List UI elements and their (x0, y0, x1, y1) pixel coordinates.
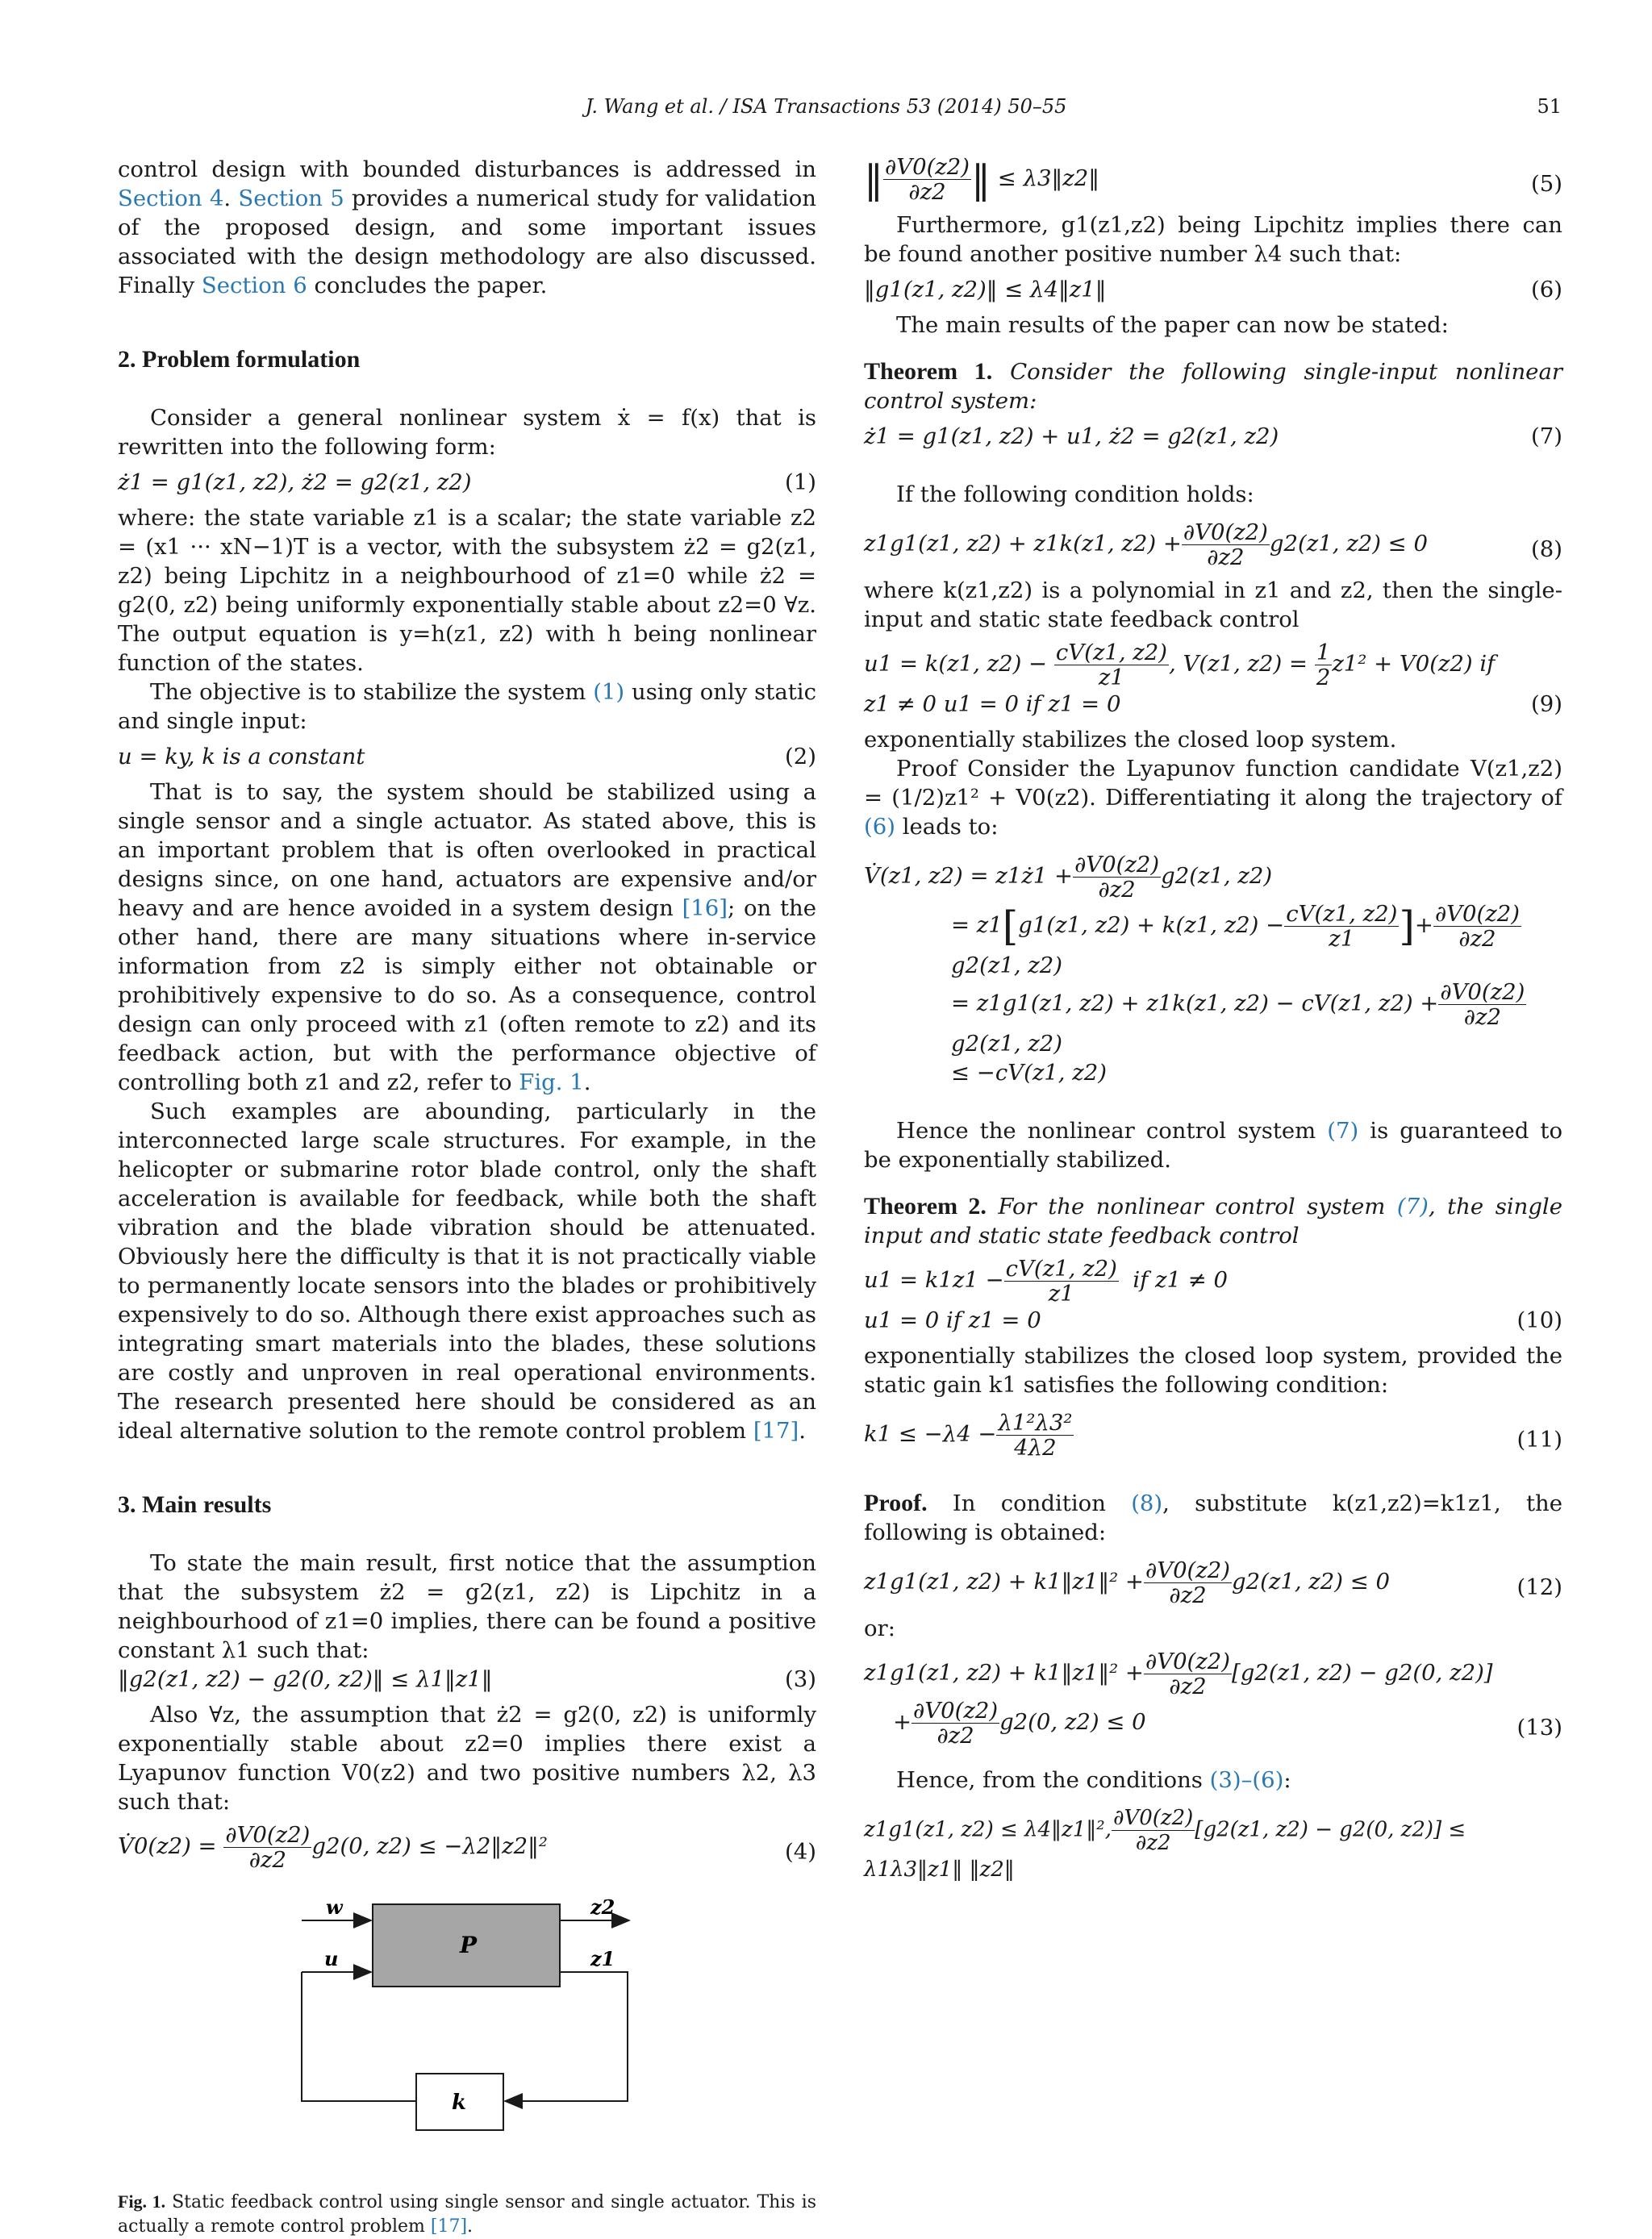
equation-number: (7) (1531, 423, 1562, 449)
eq-1-link[interactable]: (1) (593, 679, 625, 705)
text: . (799, 1418, 807, 1444)
numerator: ∂V0(z2) (1074, 852, 1160, 878)
text: ; on the other hand, there are many situations where in-service information from z2 is simply either not obtainable or prohibitively expensive to do so. As a consequence, control design can only proceed with z1 (often remote to z2) and its feedback action, but with the performance objective of controlling both z1 and z2, refer to (118, 895, 816, 1095)
equation-11 (864, 1411, 1562, 1460)
text: using only static and single input: (118, 679, 816, 734)
figure-1-caption (118, 2190, 816, 2239)
equation-text: ż1 = g1(z1, z2) + u1, ż2 = g2(z1, z2) (864, 423, 1279, 449)
eq-8-link[interactable]: (8) (1131, 1491, 1163, 1516)
equation-rhs: [g2(z1, z2) − g2(0, z2)] (1232, 1660, 1493, 1686)
caption-label: Fig. 1. (118, 2191, 166, 2212)
feedback-wire-in (302, 1972, 416, 2101)
denominator: ∂z2 (248, 1847, 286, 1873)
equation-rhs: ≤ λ3‖z2‖ (997, 165, 1099, 191)
fraction (223, 1823, 311, 1872)
text: Such examples are abounding, particularly in the interconnected large scale structures. For example, in the helicopter or submarine rotor blade control, only the shaft acceleration is available for feedback, while both the shaft vibration and the blade vibration should be attenuated. Obviously here the difficulty is that it is not practically viable to permanently locate sensors into the blades or prohibitively expensively to do so. Although there exist approaches such as integrating smart materials into the blades, these solutions are costly and unproven in real operational environments. The research presented here should be considered as an ideal alternative solution to the remote control problem (118, 1099, 816, 1444)
text: The objective is to stabilize the system (150, 679, 594, 705)
fraction (1073, 853, 1161, 902)
caption-text: Static feedback control using single sensor and single actuator. This is actually a remote control problem (118, 2192, 816, 2237)
label-z2: z2 (590, 1895, 615, 1919)
equation-4 (118, 1823, 816, 1872)
text: . (223, 186, 239, 211)
journal-citation: J. Wang et al. / ISA Transactions 53 (2014) 50–55 (585, 95, 1067, 118)
equation-9-line-1 (864, 640, 1562, 690)
equation-lhs: z1g1(z1, z2) + k1‖z1‖² + (864, 1660, 1144, 1686)
derivation-line-4 (864, 1058, 1562, 1087)
numerator: ∂V0(z2) (1145, 1557, 1231, 1583)
paragraph-hence-conditions (864, 1766, 1562, 1795)
equation-text: ≤ −cV(z1, z2) (951, 1060, 1107, 1086)
equation-text: g1(z1, z2) + k(z1, z2) − (1018, 912, 1285, 938)
figure-1-block-diagram (118, 1891, 816, 2182)
right-column (864, 155, 1562, 1884)
derivation-line-1 (864, 853, 1562, 902)
theorem-label: Theorem 2. (864, 1193, 987, 1220)
equation-text: ż1 = g1(z1, z2), ż2 = g2(z1, z2) (118, 469, 472, 495)
paragraph-proof-2 (864, 1489, 1562, 1547)
or-text: or: (864, 1616, 895, 1641)
section-2-heading: 2. Problem formulation (118, 346, 361, 373)
equation-rhs: if z1 ≠ 0 (1133, 1267, 1229, 1293)
fraction (912, 1699, 999, 1748)
equation-number: (6) (1531, 277, 1562, 302)
theorem-label: Theorem 1. (864, 358, 993, 385)
proof-label: Proof. (864, 1490, 928, 1516)
section-4-link[interactable]: Section 4 (118, 186, 224, 211)
denominator: z1 (1329, 926, 1355, 952)
numerator: cV(z1, z2) (1005, 1256, 1117, 1282)
ref-17-link[interactable]: [17] (430, 2216, 468, 2237)
equation-10-line-1 (864, 1257, 1562, 1306)
equation-lhs: z1g1(z1, z2) + k1‖z1‖² + (864, 1569, 1144, 1595)
equation-text: = z1 (951, 912, 1003, 938)
section-6-link[interactable]: Section 6 (201, 273, 307, 298)
numerator: λ1²λ3² (998, 1410, 1073, 1436)
numerator: 1 (1316, 640, 1331, 665)
numerator: ∂V0(z2) (1434, 901, 1520, 927)
equation-number: (8) (1531, 536, 1562, 562)
paragraph-gain-condition: exponentially stabilizes the closed loop system, provided the static gain k1 satisfies the following condition: (864, 1343, 1562, 1398)
equation-lhs: V̇(z1, z2) = z1ż1 + (864, 863, 1074, 889)
text: is guaranteed to be exponentially stabilized. (864, 1118, 1562, 1173)
denominator: ∂z2 (1207, 544, 1245, 570)
equation-number: (13) (1516, 1715, 1562, 1741)
text: . (467, 2216, 473, 2237)
equation-number: (5) (1531, 171, 1562, 197)
text: That is to say, the system should be stabilized using a single sensor and a single actuator. As stated above, this is an important problem that is often overlooked in practical designs since, on one hand, actuators are expensive and/or heavy and are hence avoided in a system design (118, 779, 816, 921)
fraction (1438, 980, 1526, 1029)
equation-mid: , V(z1, z2) = (1169, 651, 1308, 677)
theorem-text: Consider the following single-input nonlinear control system: (864, 359, 1562, 414)
equation-rhs: g2(z1, z2) (951, 1031, 1063, 1057)
eq-7-link[interactable]: (7) (1396, 1194, 1429, 1220)
ref-17-link[interactable]: [17] (753, 1418, 799, 1444)
equation-1 (118, 468, 816, 497)
running-header (0, 95, 1652, 127)
text: : (1283, 1767, 1291, 1793)
equation-rhs: g2(z1, z2) (951, 953, 1063, 978)
paragraph-objective (118, 678, 816, 736)
paragraph-lyapunov: Also ∀z, the assumption that ż2 = g2(0, z2) is uniformly exponentially stable about z2=0 implies there exist a Lyapunov function V0(z2) and two positive numbers λ2, λ3 such that: (118, 1702, 816, 1815)
theorem-2 (864, 1192, 1562, 1250)
eq-6-link[interactable]: (6) (864, 814, 895, 840)
paragraph-single-sensor (118, 778, 816, 1097)
equation-8 (864, 520, 1562, 569)
numerator: ∂V0(z2) (1183, 519, 1268, 545)
equation-rhs: g2(0, z2) ≤ 0 (999, 1709, 1146, 1735)
paragraph-assumption: To state the main result, first notice that the assumption that the subsystem ż2 = g2(z1, z2) is Lipchitz in a neighbourhood of z1=0 implies, there can be found a positive constant λ1 such that: (118, 1550, 816, 1663)
section-5-link[interactable]: Section 5 (238, 186, 344, 211)
section-3-heading: 3. Main results (118, 1491, 272, 1518)
numerator: ∂V0(z2) (913, 1698, 999, 1724)
equation-rhs: g2(z1, z2) ≤ 0 (1269, 531, 1428, 557)
label-w: w (326, 1895, 343, 1919)
paragraph-examples (118, 1097, 816, 1445)
paragraph-hence-stabilized (864, 1116, 1562, 1174)
text: Proof Consider the Lyapunov function candidate V(z1,z2) = (1/2)z1² + V0(z2). Differentiating it along the trajectory of (864, 756, 1562, 811)
numerator: ∂V0(z2) (225, 1822, 311, 1848)
denominator: ∂z2 (908, 179, 946, 205)
equation-number: (1) (785, 469, 816, 495)
equation-number: (9) (1531, 691, 1562, 717)
block-diagram-svg (118, 1891, 816, 2182)
fraction (1004, 1257, 1119, 1306)
norm-bar: ‖ (971, 156, 991, 202)
left-column (118, 155, 816, 2239)
derivation-line-2 (864, 902, 1562, 980)
denominator: 2 (1316, 665, 1331, 690)
fig-1-link[interactable]: Fig. 1 (519, 1069, 584, 1095)
paragraph-proof-1 (864, 754, 1562, 841)
fraction-half (1315, 640, 1333, 690)
equation-13-line-1 (864, 1649, 1562, 1699)
equation-lhs: u1 = k1z1 − (864, 1267, 1004, 1293)
label-z1: z1 (590, 1947, 615, 1970)
equation-text: ‖g1(z1, z2)‖ ≤ λ4‖z1‖ (864, 277, 1107, 302)
equation-number: (10) (1516, 1307, 1562, 1333)
equation-number: (11) (1516, 1427, 1562, 1453)
page-number: 51 (1537, 95, 1562, 118)
ref-16-link[interactable]: [16] (682, 895, 728, 921)
numerator: cV(z1, z2) (1055, 640, 1168, 665)
numerator: ∂V0(z2) (1145, 1649, 1231, 1674)
equation-text: u1 = 0 if z1 = 0 (864, 1307, 1041, 1333)
denominator: ∂z2 (1169, 1582, 1207, 1608)
denominator: z1 (1048, 1281, 1074, 1307)
text: In condition (927, 1491, 1132, 1516)
equation-number: (4) (785, 1839, 816, 1865)
text: provides a numerical study for validation of the proposed design, and some important issues associated with the design methodology are also discussed. Finally (118, 186, 817, 298)
denominator: 4λ2 (1014, 1435, 1057, 1461)
fraction (1144, 1649, 1232, 1699)
equation-7 (864, 422, 1562, 451)
equation-text: z1 ≠ 0 u1 = 0 if z1 = 0 (864, 691, 1121, 717)
theorem-text: , the single input and static state feedback control (864, 1194, 1562, 1249)
denominator: ∂z2 (1098, 877, 1136, 903)
fraction (883, 155, 971, 204)
text: Hence the nonlinear control system (896, 1118, 1328, 1144)
equation-14 (864, 1806, 1562, 1884)
equation-text: ‖g2(z1, z2) − g2(0, z2)‖ ≤ λ1‖z1‖ (118, 1666, 493, 1692)
text: concludes the paper. (307, 273, 548, 298)
denominator: ∂z2 (937, 1723, 974, 1749)
label-u: u (324, 1947, 339, 1970)
bracket-close: ] (1399, 903, 1415, 950)
denominator: ∂z2 (1463, 1004, 1501, 1030)
denominator: ∂z2 (1169, 1674, 1207, 1699)
bracket-open: [ (1002, 903, 1019, 950)
paragraph-state-variables: where: the state variable z1 is a scalar; the state variable z2 = (x1 ··· xN−1)T is a vector, with the subsystem ż2 = g2(z1, z2) being Lipchitz in a neighbourhood of z1=0 while ż2 = g2(0, z2) being uniformly exponentially stable about z2=0 ∀z. The output equation is y=h(z1, z2) with h being nonlinear function of the states. (118, 505, 816, 676)
fraction (1182, 520, 1270, 569)
equation-lhs: + (893, 1709, 912, 1735)
numerator: ∂V0(z2) (1113, 1806, 1194, 1830)
text: Hence, from the conditions (896, 1767, 1210, 1793)
fraction (1433, 902, 1521, 951)
equation-lhs: = z1g1(z1, z2) + z1k(z1, z2) − cV(z1, z2) + (951, 990, 1439, 1016)
equation-text: u = ky, k is a constant (118, 744, 365, 769)
paragraph-polynomial: where k(z1,z2) is a polynomial in z1 and z2, then the single-input and static state feedback control (864, 577, 1562, 632)
equation-12 (864, 1558, 1562, 1607)
text: . (583, 1069, 591, 1095)
paragraph-system: Consider a general nonlinear system ẋ = f(x) that is rewritten into the following form: (118, 405, 816, 460)
text: control design with bounded disturbances is addressed in (118, 156, 816, 182)
fraction (1112, 1806, 1195, 1855)
fraction (1144, 1558, 1232, 1607)
equation-number: (3) (785, 1666, 816, 1692)
fraction (996, 1411, 1074, 1460)
numerator: ∂V0(z2) (1440, 979, 1525, 1005)
equation-9-line-2 (864, 690, 1562, 719)
equation-2 (118, 742, 816, 771)
equation-6 (864, 275, 1562, 304)
equation-3 (118, 1665, 816, 1694)
equation-lhs: V̇0(z2) = (118, 1833, 217, 1859)
text: , substitute k(z1,z2)=k1z1, the following is obtained: (864, 1491, 1562, 1545)
eq-3-6-link[interactable]: (3)–(6) (1209, 1767, 1284, 1793)
paragraph-main-results: The main results of the paper can now be stated: (896, 312, 1449, 338)
equation-text: + (1414, 912, 1433, 938)
equation-10-line-2 (864, 1306, 1562, 1335)
theorem-1 (864, 357, 1562, 415)
equation-5 (864, 155, 1562, 204)
label-k: k (452, 2091, 467, 2115)
equation-lhs: z1g1(z1, z2) ≤ λ4‖z1‖², (864, 1817, 1112, 1842)
equation-number: (2) (785, 744, 816, 769)
derivation-line-3 (864, 980, 1562, 1058)
equation-rhs: z1² + V0(z2) if (1332, 651, 1496, 677)
paragraph-stabilizes: exponentially stabilizes the closed loop system. (864, 727, 1397, 753)
equation-rhs: g2(z1, z2) (1161, 863, 1273, 889)
norm-bar: ‖ (864, 156, 883, 202)
paragraph-lipchitz: Furthermore, g1(z1,z2) being Lipchitz implies there can be found another positive number λ4 such that: (864, 212, 1562, 267)
equation-rhs: g2(0, z2) ≤ −λ2‖z2‖² (311, 1833, 548, 1859)
denominator: z1 (1098, 665, 1124, 690)
paragraph-condition: If the following condition holds: (896, 482, 1254, 507)
numerator: cV(z1, z2) (1286, 901, 1398, 927)
equation-13-line-2 (864, 1699, 1562, 1748)
equation-rhs: g2(z1, z2) ≤ 0 (1232, 1569, 1391, 1595)
numerator: ∂V0(z2) (885, 154, 970, 180)
equation-lhs: k1 ≤ −λ4 − (864, 1421, 997, 1447)
fraction (1284, 902, 1399, 951)
equation-lhs: z1g1(z1, z2) + z1k(z1, z2) + (864, 531, 1182, 557)
denominator: ∂z2 (1458, 926, 1496, 952)
intro-tail-paragraph (118, 155, 816, 300)
label-p: P (460, 1932, 478, 1958)
equation-lhs: u1 = k(z1, z2) − (864, 651, 1048, 677)
denominator: ∂z2 (1135, 1831, 1171, 1855)
theorem-text: For the nonlinear control system (986, 1194, 1397, 1220)
equation-rhs: [g2(z1, z2) − g2(0, z2)] ≤ λ1λ3‖z1‖ ‖z2‖ (864, 1817, 1466, 1882)
equation-number: (12) (1516, 1574, 1562, 1600)
feedback-wire-out (505, 1972, 628, 2101)
fraction (1054, 640, 1169, 690)
eq-7-link[interactable]: (7) (1327, 1118, 1359, 1144)
text: leads to: (895, 814, 999, 840)
